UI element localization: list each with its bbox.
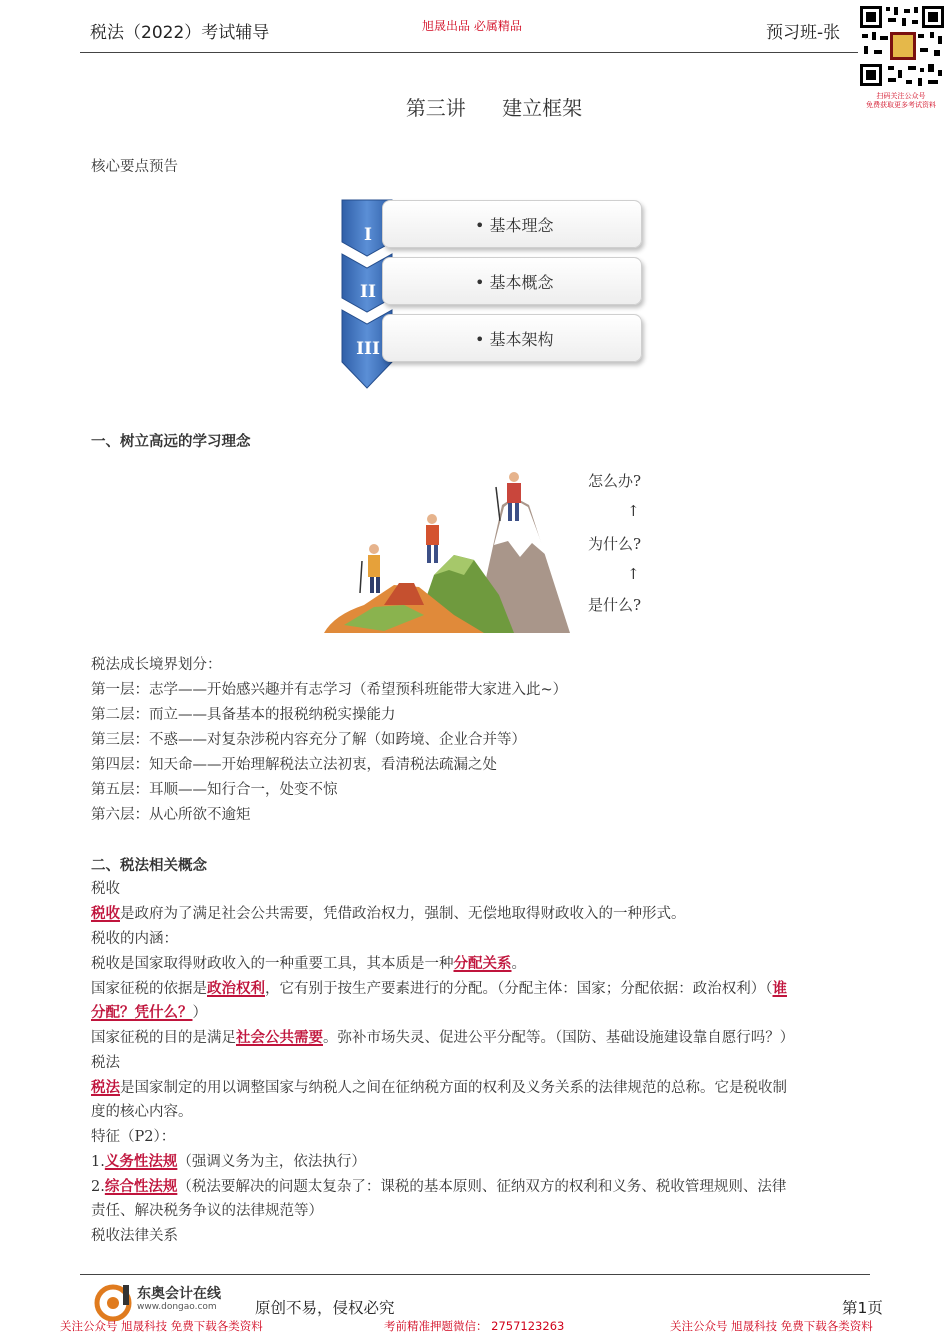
mountain-climbers-illustration [324, 465, 570, 633]
dongao-logo-icon [93, 1283, 133, 1321]
tax-definition: 税收是政府为了满足社会公共需要，凭借政治权力，强制、无偿地取得财政收入的一种形式。 [91, 905, 686, 922]
header-slogan: 旭晟出品 必属精品 [422, 19, 522, 33]
footer-logo-text: 东奥会计在线 [137, 1286, 221, 1302]
relation-label: 税收法律关系 [91, 1228, 178, 1244]
footer-promo-center: 考前精准押题微信： 2757123263 [384, 1319, 565, 1333]
levels-intro: 税法成长境界划分： [91, 657, 222, 673]
footer-promo-right: 关注公众号 旭晟科技 免费下载各类资料 [670, 1319, 873, 1333]
header-title: 税法（2022）考试辅导 [90, 23, 270, 43]
level-item: 第二层：而立——具备基本的报税纳税实操能力 [91, 707, 396, 723]
law-definition-cont: 度的核心内容。 [91, 1104, 193, 1120]
footer-promo-left: 关注公众号 旭晟科技 免费下载各类资料 [60, 1319, 263, 1333]
feature-1: 1.义务性法规（强调义务为主，依法执行） [91, 1153, 366, 1170]
footer-divider [80, 1274, 870, 1275]
level-item: 第五层：耳顺——知行合一，处变不惊 [91, 782, 338, 798]
tax-label: 税收 [91, 881, 120, 897]
connotation-label: 税收的内涵： [91, 931, 178, 947]
qr-code-icon[interactable] [858, 4, 946, 88]
page-title: 第三讲 建立框架 [405, 96, 583, 120]
features-label: 特征（P2）： [91, 1129, 176, 1145]
section-heading-2: 二、税法相关概念 [91, 858, 207, 874]
feature-2: 2.综合性法规（税法要解决的问题太复杂了：课税的基本原则、征纳双方的权利和义务、税收管理规则、法律 [91, 1178, 787, 1195]
header-course: 预习班-张 [766, 23, 841, 43]
level-item: 第三层：不惑——对复杂涉税内容充分了解（如跨境、企业合并等） [91, 732, 526, 748]
framework-numeral-3: III [356, 339, 380, 359]
connotation-2: 国家征税的依据是政治权利，它有别于按生产要素进行的分配。（分配主体：国家；分配依据：政治权利）（谁 [91, 980, 787, 997]
level-item: 第一层：志学——开始感兴趣并有志学习（希望预科班能带大家进入此~） [91, 682, 568, 698]
connotation-2-cont: 分配？凭什么？） [91, 1004, 207, 1021]
footer-slogan: 原创不易，侵权必究 [255, 1299, 395, 1317]
connotation-3: 国家征税的目的是满足社会公共需要。弥补市场失灵、促进公平分配等。（国防、基础设施建设靠自愿行吗？） [91, 1029, 795, 1046]
feature-2-cont: 责任、解决税务争议的法律规范等） [91, 1203, 323, 1219]
question-how: 怎么办? [588, 472, 642, 490]
law-label: 税法 [91, 1055, 120, 1071]
law-definition: 税法是国家制定的用以调整国家与纳税人之间在征纳税方面的权利及义务关系的法律规范的总称。它是税收制 [91, 1079, 787, 1096]
level-item: 第六层：从心所欲不逾矩 [91, 807, 251, 823]
level-item: 第四层：知天命——开始理解税法立法初衷，看清税法疏漏之处 [91, 757, 497, 773]
footer-url[interactable]: www.dongao.com [137, 1302, 217, 1312]
framework-numeral-2: II [360, 282, 376, 302]
connotation-1: 税收是国家取得财政收入的一种重要工具，其本质是一种分配关系。 [91, 955, 526, 972]
section-heading-1: 一、树立高远的学习理念 [91, 434, 251, 450]
header-divider [80, 52, 870, 53]
qr-caption: 扫码关注公众号 免费获取更多考试资料 [866, 92, 936, 109]
framework-item-basic-notion: • 基本概念 [382, 257, 642, 305]
framework-item-basic-structure: • 基本架构 [382, 314, 642, 362]
arrow-up-icon: ↑ [627, 502, 640, 520]
arrow-up-icon: ↑ [627, 565, 640, 583]
question-what: 是什么? [588, 596, 642, 614]
framework-item-basic-concept: • 基本理念 [382, 200, 642, 248]
preview-label: 核心要点预告 [91, 159, 178, 175]
page-number: 第1页 [842, 1299, 883, 1317]
framework-numeral-1: I [364, 225, 372, 245]
question-why: 为什么? [588, 535, 642, 553]
